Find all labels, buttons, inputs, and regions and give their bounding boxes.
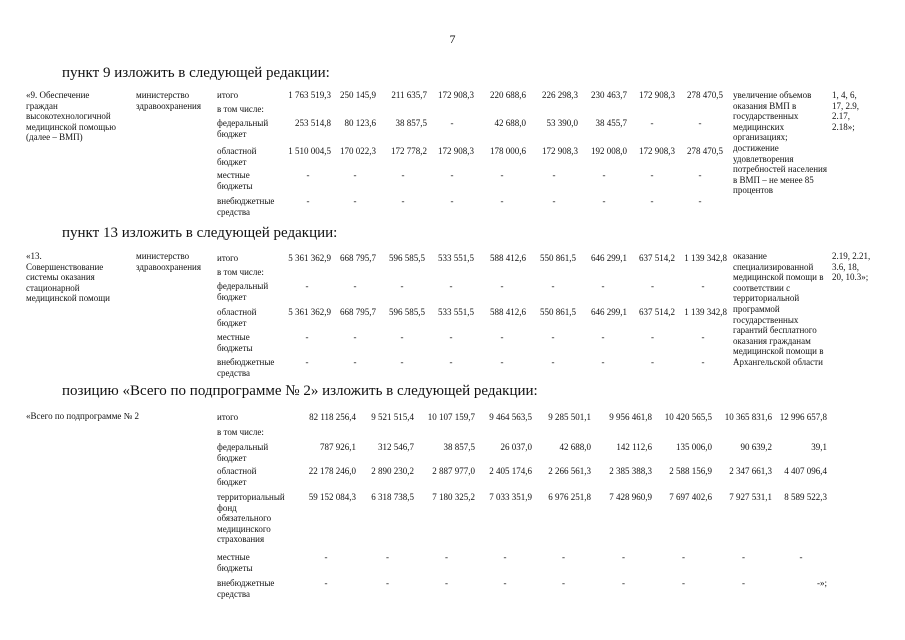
block2-cell-value: - xyxy=(551,281,555,291)
block2-cell-value: - xyxy=(400,332,404,342)
block2-cell-value: 550 861,5 xyxy=(540,307,576,317)
block2-cell-value: - xyxy=(551,332,555,342)
block1-cell-value: - xyxy=(500,170,504,180)
block1-row-label: местные бюджеты xyxy=(217,170,253,191)
block1-cell-value: - xyxy=(698,170,702,180)
block3-cell-value: - xyxy=(622,578,625,588)
block1-cell-value: 1 763 519,3 xyxy=(288,90,331,100)
block1-cell-value: - xyxy=(306,170,310,180)
block3-cell-value: 26 037,0 xyxy=(500,442,532,452)
block1-cell-value: - xyxy=(650,118,654,128)
block2-cell-value: 646 299,1 xyxy=(591,253,627,263)
block3-row-label: в том числе: xyxy=(217,427,264,437)
block3-cell-value: 135 006,0 xyxy=(676,442,712,452)
block2-cell-value: 588 412,6 xyxy=(490,253,526,263)
block2-cell-value: 1 139 342,8 xyxy=(684,253,727,263)
block2-cell-value: - xyxy=(305,281,309,291)
block1-cell-value: 211 635,7 xyxy=(391,90,427,100)
block3-cell-value: - xyxy=(622,552,625,562)
block3-cell-value: - xyxy=(445,578,448,588)
block2-cell-value: 646 299,1 xyxy=(591,307,627,317)
heading-point-9: пункт 9 изложить в следующей редакции: xyxy=(62,65,330,81)
block3-cell-value: 42 688,0 xyxy=(559,442,591,452)
block2-name: «13. Совершенствование системы оказания стационарной медицинской помощи xyxy=(26,251,110,304)
block3-cell-value: 12 996 657,8 xyxy=(779,412,827,422)
block2-row-label: внебюджетные средства xyxy=(217,357,275,378)
block1-cell-value: 170 022,3 xyxy=(340,146,376,156)
block1-cell-value: 230 463,7 xyxy=(591,90,627,100)
block1-cell-value: - xyxy=(650,196,654,206)
block3-cell-value: 9 464 563,5 xyxy=(489,412,532,422)
block2-cell-value: 533 551,5 xyxy=(438,253,474,263)
block2-row-label: итого xyxy=(217,253,239,263)
block3-row-label: итого xyxy=(217,412,239,422)
block2-cell-value: - xyxy=(601,357,605,367)
block1-cell-value: - xyxy=(698,196,702,206)
block3-row-label: местные бюджеты xyxy=(217,552,253,573)
block1-cell-value: 172 908,3 xyxy=(542,146,578,156)
block2-cell-value: - xyxy=(701,357,705,367)
block3-cell-value: 7 428 960,9 xyxy=(609,492,652,502)
block2-cell-value: - xyxy=(500,357,504,367)
block3-cell-value: 2 588 156,9 xyxy=(669,466,712,476)
block2-cell-value: 5 361 362,9 xyxy=(288,307,331,317)
block2-cell-value: - xyxy=(551,357,555,367)
block2-cell-value: - xyxy=(651,281,654,291)
block2-row-label: федеральный бюджет xyxy=(217,281,269,302)
block1-cell-value: 178 000,6 xyxy=(490,146,526,156)
block1-cell-value: 172 778,2 xyxy=(391,146,427,156)
block1-cell-value: - xyxy=(450,118,454,128)
block3-cell-value: 6 318 738,5 xyxy=(371,492,414,502)
block1-cell-value: 226 298,3 xyxy=(542,90,578,100)
block2-cell-value: 668 795,7 xyxy=(340,307,376,317)
block3-cell-value: - xyxy=(742,578,745,588)
block1-cell-value: 253 514,8 xyxy=(295,118,331,128)
block2-cell-value: 637 514,2 xyxy=(639,307,675,317)
block1-cell-value: - xyxy=(552,170,556,180)
block1-cell-value: - xyxy=(450,170,454,180)
block2-cell-value: 668 795,7 xyxy=(340,253,376,263)
block3-cell-value: 2 385 388,3 xyxy=(609,466,652,476)
block3-cell-value: 9 956 461,8 xyxy=(609,412,652,422)
block2-cell-value: - xyxy=(353,281,357,291)
block2-cell-value: - xyxy=(449,332,453,342)
block3-cell-value: 7 180 325,2 xyxy=(432,492,475,502)
block1-cell-value: 172 908,3 xyxy=(438,90,474,100)
block1-cell-value: 38 455,7 xyxy=(595,118,627,128)
block2-cell-value: - xyxy=(651,332,654,342)
block3-cell-value: 10 365 831,6 xyxy=(724,412,772,422)
block1-row-label: в том числе: xyxy=(217,104,264,114)
block1-cell-value: 172 908,3 xyxy=(639,90,675,100)
block2-cell-value: 637 514,2 xyxy=(639,253,675,263)
block2-executor: министерство здравоохранения xyxy=(136,251,202,272)
block1-cell-value: 53 390,0 xyxy=(546,118,578,128)
block1-row-label: внебюджетные средства xyxy=(217,196,275,217)
block2-cell-value: - xyxy=(500,332,504,342)
block3-cell-value: - xyxy=(503,552,507,562)
block3-cell-value: 2 405 174,6 xyxy=(489,466,532,476)
block2-cell-value: - xyxy=(449,281,453,291)
block2-cell-value: 533 551,5 xyxy=(438,307,474,317)
block1-cell-value: 42 688,0 xyxy=(494,118,526,128)
block3-row-label: областной бюджет xyxy=(217,466,257,487)
block3-cell-value: - xyxy=(445,552,448,562)
block1-cell-value: 192 008,0 xyxy=(591,146,627,156)
block3-row-label: территориальный фонд обязательного медицинского страхования xyxy=(217,492,285,545)
block2-result: оказание специализированной медицинской помощи в соответствии с территориальной программой государственных гарантий бесплатного оказания гражданам медицинской помощи в Архангельской области xyxy=(733,251,824,367)
block2-row-label: местные бюджеты xyxy=(217,332,253,353)
block2-cell-value: - xyxy=(400,281,404,291)
block3-cell-value: - xyxy=(324,578,328,588)
block3-cell-value: 2 890 230,2 xyxy=(371,466,414,476)
block3-cell-value: 90 639,2 xyxy=(740,442,772,452)
block1-refs: 1, 4, 6, 17, 2.9, 2.17, 2.18»; xyxy=(832,90,859,132)
block3-cell-value: 787 926,1 xyxy=(320,442,356,452)
block3-cell-value: 39,1 xyxy=(811,442,827,452)
block1-cell-value: 1 510 004,5 xyxy=(288,146,331,156)
block1-cell-value: - xyxy=(401,170,405,180)
block1-cell-value: - xyxy=(401,196,405,206)
block1-executor: министерство здравоохранения xyxy=(136,90,202,111)
block3-cell-value: - xyxy=(386,578,389,588)
block2-cell-value: - xyxy=(400,357,404,367)
block2-cell-value: 550 861,5 xyxy=(540,253,576,263)
block1-cell-value: - xyxy=(650,170,654,180)
block3-cell-value: - xyxy=(324,552,328,562)
block3-cell-value: 38 857,5 xyxy=(443,442,475,452)
block2-cell-value: - xyxy=(353,357,357,367)
block1-cell-value: - xyxy=(353,196,357,206)
block3-name: «Всего по подпрограмме № 2 xyxy=(26,411,139,421)
block1-cell-value: - xyxy=(450,196,454,206)
block2-row-label: в том числе: xyxy=(217,267,264,277)
block3-cell-value: 82 118 256,4 xyxy=(309,412,356,422)
block2-cell-value: 596 585,5 xyxy=(389,253,425,263)
block2-cell-value: 5 361 362,9 xyxy=(288,253,331,263)
block1-cell-value: 80 123,6 xyxy=(344,118,376,128)
block3-cell-value: 2 887 977,0 xyxy=(432,466,475,476)
block3-cell-value: 6 976 251,8 xyxy=(548,492,591,502)
block3-cell-value: - xyxy=(503,578,507,588)
page-number: 7 xyxy=(449,32,456,46)
block3-cell-value: - xyxy=(682,578,685,588)
block3-cell-value: 4 407 096,4 xyxy=(784,466,827,476)
block1-cell-value: - xyxy=(602,170,606,180)
block3-cell-value: 10 107 159,7 xyxy=(427,412,475,422)
block3-cell-value: 10 420 565,5 xyxy=(664,412,712,422)
block2-cell-value: - xyxy=(701,332,705,342)
block3-cell-value: - xyxy=(562,552,565,562)
block1-cell-value: 172 908,3 xyxy=(639,146,675,156)
block3-cell-value: 9 285 501,1 xyxy=(548,412,591,422)
block1-cell-value: - xyxy=(306,196,310,206)
block1-cell-value: 278 470,5 xyxy=(687,90,723,100)
block3-cell-value: 9 521 515,4 xyxy=(371,412,414,422)
block2-cell-value: - xyxy=(449,357,453,367)
block3-cell-value: 2 266 561,3 xyxy=(548,466,591,476)
block3-cell-value: 8 589 522,3 xyxy=(784,492,827,502)
block1-cell-value: - xyxy=(602,196,606,206)
block2-cell-value: - xyxy=(500,281,504,291)
block1-cell-value: 278 470,5 xyxy=(687,146,723,156)
block2-cell-value: - xyxy=(353,332,357,342)
block3-cell-value: 7 697 402,6 xyxy=(669,492,712,502)
block1-row-label: областной бюджет xyxy=(217,146,257,167)
block2-cell-value: 1 139 342,8 xyxy=(684,307,727,317)
block3-cell-value: - xyxy=(799,552,803,562)
block3-cell-value: 7 033 351,9 xyxy=(489,492,532,502)
block3-cell-value: - xyxy=(386,552,389,562)
block2-cell-value: - xyxy=(701,281,705,291)
block3-row-label: внебюджетные средства xyxy=(217,578,275,599)
block3-cell-value: 22 178 246,0 xyxy=(308,466,356,476)
block3-cell-value: -»; xyxy=(817,578,827,588)
block3-cell-value: 142 112,6 xyxy=(616,442,652,452)
block2-row-label: областной бюджет xyxy=(217,307,257,328)
block2-cell-value: - xyxy=(601,281,605,291)
block2-cell-value: - xyxy=(305,332,309,342)
block3-cell-value: 59 152 084,3 xyxy=(308,492,356,502)
heading-total-subprogram: позицию «Всего по подпрограмме № 2» изложить в следующей редакции: xyxy=(62,383,538,399)
block1-cell-value: 38 857,5 xyxy=(395,118,427,128)
block2-cell-value: 588 412,6 xyxy=(490,307,526,317)
block1-cell-value: - xyxy=(698,118,702,128)
block3-cell-value: 7 927 531,1 xyxy=(729,492,772,502)
block3-row-label: федеральный бюджет xyxy=(217,442,269,463)
block3-cell-value: - xyxy=(562,578,565,588)
block1-cell-value: - xyxy=(552,196,556,206)
block1-cell-value: 172 908,3 xyxy=(438,146,474,156)
block2-cell-value: - xyxy=(601,332,605,342)
block3-cell-value: 312 546,7 xyxy=(378,442,414,452)
block1-result: увеличение объемов оказания ВМП в государственных медицинских организациях; достижение удовлетворения потребностей населения в ВМП – не менее 85 процентов xyxy=(733,90,828,196)
block1-cell-value: 250 145,9 xyxy=(340,90,376,100)
block1-name: «9. Обеспечение граждан высокотехнологичной медицинской помощью (далее – ВМП) xyxy=(26,90,116,143)
block2-cell-value: - xyxy=(651,357,654,367)
block3-cell-value: - xyxy=(742,552,745,562)
heading-point-13: пункт 13 изложить в следующей редакции: xyxy=(62,225,338,241)
block1-cell-value: - xyxy=(500,196,504,206)
block2-cell-value: - xyxy=(305,357,309,367)
block1-row-label: итого xyxy=(217,90,239,100)
block1-cell-value: 220 688,6 xyxy=(490,90,526,100)
block3-cell-value: - xyxy=(682,552,685,562)
block1-row-label: федеральный бюджет xyxy=(217,118,269,139)
block1-cell-value: - xyxy=(353,170,357,180)
block2-refs: 2.19, 2.21, 3.6, 18, 20, 10.3»; xyxy=(832,251,871,283)
block2-cell-value: 596 585,5 xyxy=(389,307,425,317)
block3-cell-value: 2 347 661,3 xyxy=(729,466,772,476)
